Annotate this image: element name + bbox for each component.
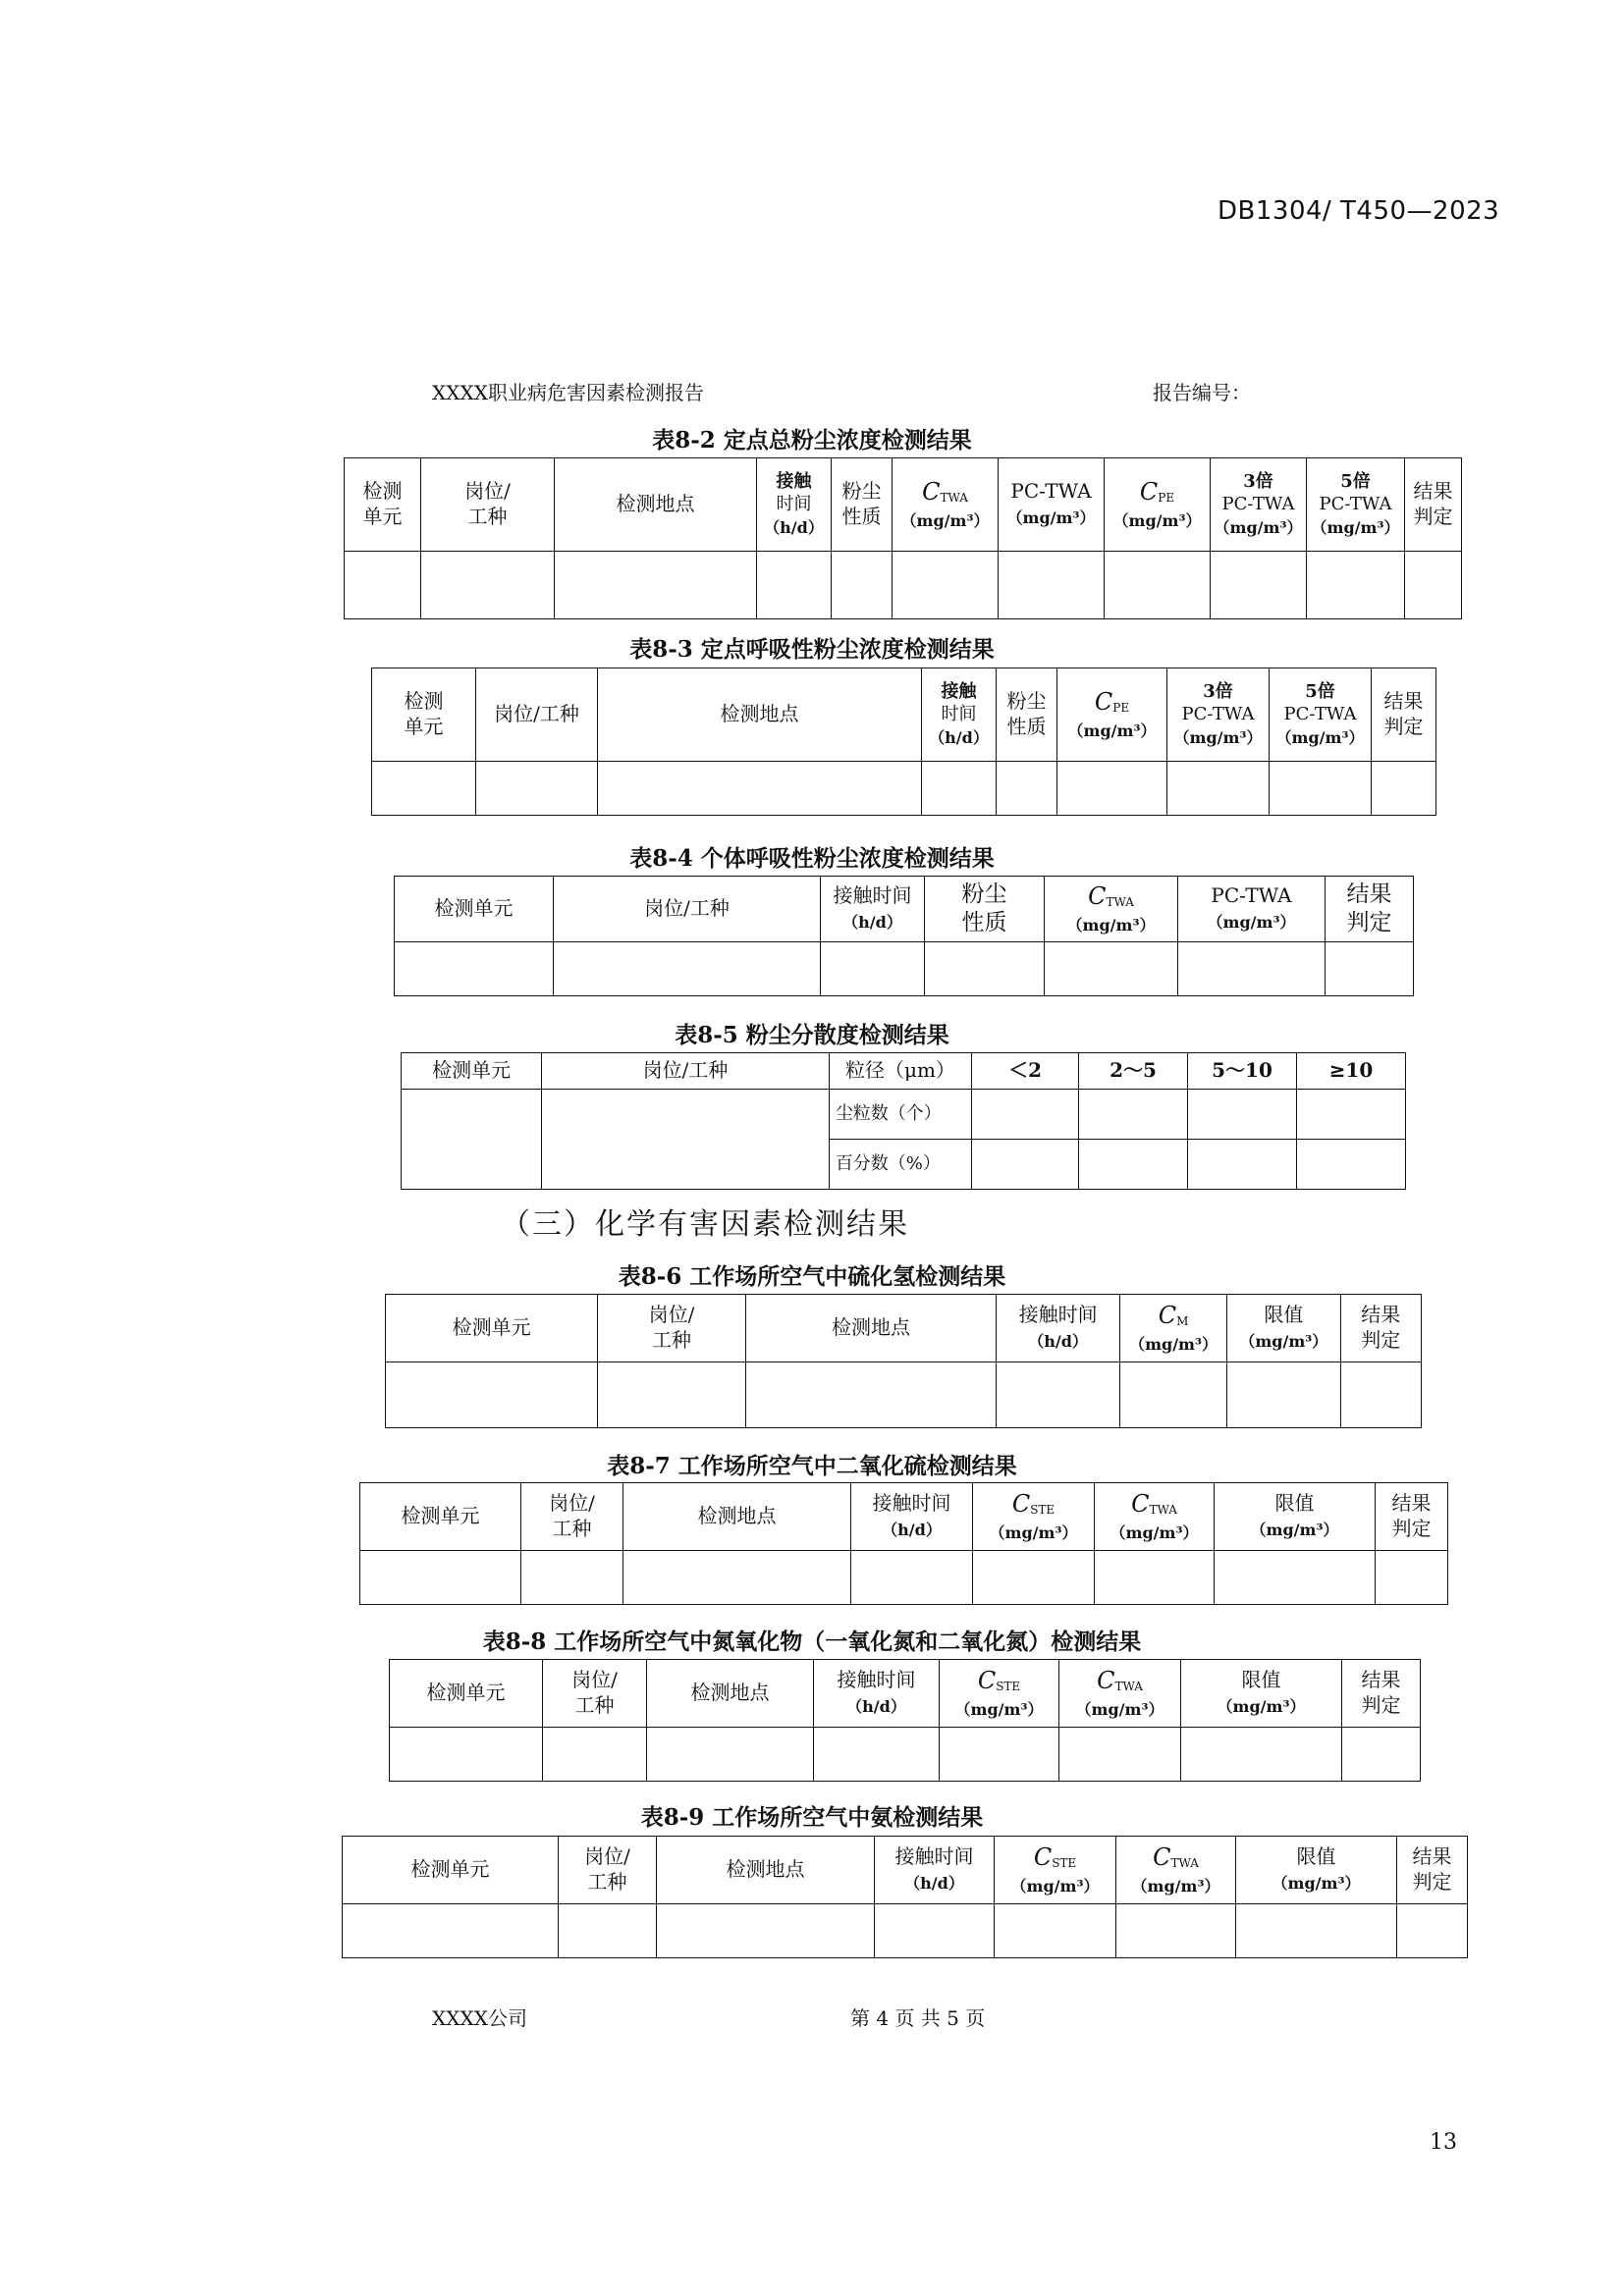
cell[interactable]	[542, 1090, 830, 1190]
cell[interactable]	[559, 1904, 657, 1958]
col-site: 检测地点	[647, 1660, 814, 1728]
cell[interactable]	[745, 1362, 997, 1428]
table-header-row	[386, 1295, 1422, 1362]
standard-code: DB1304/ T450—2023	[1218, 196, 1500, 226]
table-8-9-title: 表8-9 工作场所空气中氨检测结果	[640, 1804, 984, 1831]
cell[interactable]	[1296, 1140, 1405, 1190]
cell[interactable]	[554, 942, 821, 996]
col-exposure: 接触时间 （h/d）	[997, 1295, 1120, 1362]
cell[interactable]	[973, 1551, 1095, 1605]
table-row	[343, 1904, 1468, 1958]
cell[interactable]	[1215, 1551, 1376, 1605]
col-dust-nature: 粉尘 性质	[832, 458, 893, 552]
col-cste: CSTE （mg/m³）	[973, 1483, 1095, 1551]
cell[interactable]	[972, 1090, 1079, 1140]
col-exposure: 接触时间 （h/d）	[821, 877, 925, 942]
cell[interactable]	[543, 1728, 647, 1782]
cell[interactable]	[1188, 1090, 1297, 1140]
col-ctwa: CTWA （mg/m³）	[1116, 1837, 1236, 1904]
cell[interactable]	[1188, 1140, 1297, 1190]
col-unit: 检测单元	[360, 1483, 521, 1551]
col-result: 结果 判定	[1326, 877, 1414, 942]
cell[interactable]	[421, 552, 555, 619]
bin-2-5: 2～5	[1079, 1053, 1188, 1090]
particle-count-label: 尘粒数（个）	[829, 1090, 971, 1140]
cell[interactable]	[343, 1904, 559, 1958]
cell[interactable]	[1326, 942, 1414, 996]
table-8-4	[394, 876, 1414, 996]
table-header-row	[395, 877, 1414, 942]
cell[interactable]	[832, 552, 893, 619]
col-dust-nature: 粉尘 性质	[997, 668, 1057, 762]
bin-lt2: ＜2	[972, 1053, 1079, 1090]
col-unit: 检测 单元	[372, 668, 476, 762]
cell[interactable]	[1236, 1904, 1397, 1958]
col-result: 结果 判定	[1376, 1483, 1448, 1551]
cell[interactable]	[922, 762, 997, 816]
cell[interactable]	[995, 1904, 1116, 1958]
footer-page-info: 第 4 页 共 5 页	[850, 2006, 986, 2030]
col-cste: CSTE （mg/m³）	[940, 1660, 1059, 1728]
col-result: 结果 判定	[1397, 1837, 1468, 1904]
cell[interactable]	[1307, 552, 1405, 619]
table-8-7-title: 表8-7 工作场所空气中二氧化硫检测结果	[607, 1453, 1017, 1479]
table-8-6	[385, 1294, 1422, 1428]
col-ctwa: CTWA （mg/m³）	[893, 458, 999, 552]
bin-ge10: ≥10	[1296, 1053, 1405, 1090]
cell[interactable]	[925, 942, 1045, 996]
cell[interactable]	[1181, 1728, 1342, 1782]
cell[interactable]	[598, 1362, 745, 1428]
table-header-row	[360, 1483, 1448, 1551]
table-8-4-title: 表8-4 个体呼吸性粉尘浓度检测结果	[629, 845, 995, 872]
page-number: 13	[1430, 2130, 1457, 2155]
col-limit: 限值 （mg/m³）	[1181, 1660, 1342, 1728]
col-unit: 检测 单元	[345, 458, 421, 552]
col-post: 岗位/ 工种	[559, 1837, 657, 1904]
cell[interactable]	[1405, 552, 1462, 619]
cell[interactable]	[1178, 942, 1326, 996]
col-pc-twa: PC-TWA （mg/m³）	[1178, 877, 1326, 942]
cell[interactable]	[997, 762, 1057, 816]
table-row	[372, 762, 1436, 816]
table-row	[345, 552, 1462, 619]
cell[interactable]	[972, 1140, 1079, 1190]
col-cste: CSTE （mg/m³）	[995, 1837, 1116, 1904]
cell[interactable]	[1211, 552, 1307, 619]
cell[interactable]	[1059, 1728, 1181, 1782]
report-number-label: 报告编号：	[1153, 381, 1251, 404]
cell[interactable]	[1376, 1551, 1448, 1605]
col-unit: 检测单元	[395, 877, 554, 942]
bin-5-10: 5～10	[1188, 1053, 1297, 1090]
cell[interactable]	[1397, 1904, 1468, 1958]
table-8-8	[389, 1659, 1421, 1782]
cell[interactable]	[1296, 1090, 1405, 1140]
table-row	[402, 1090, 1406, 1140]
col-result: 结果 判定	[1405, 458, 1462, 552]
cell[interactable]	[814, 1728, 940, 1782]
cell[interactable]	[1119, 1362, 1226, 1428]
col-5x-pctwa: 5倍 PC-TWA （mg/m³）	[1307, 458, 1405, 552]
cell[interactable]	[386, 1362, 598, 1428]
col-cpe: CPE （mg/m³）	[1105, 458, 1211, 552]
col-pc-twa: PC-TWA （mg/m³）	[999, 458, 1105, 552]
col-post: 岗位/ 工种	[598, 1295, 745, 1362]
cell[interactable]	[1105, 552, 1211, 619]
cell[interactable]	[1116, 1904, 1236, 1958]
table-8-8-title: 表8-8 工作场所空气中氮氧化物（一氧化氮和二氧化氮）检测结果	[482, 1629, 1142, 1655]
col-post: 岗位/ 工种	[421, 458, 555, 552]
table-row	[390, 1728, 1421, 1782]
col-post: 岗位/工种	[476, 668, 598, 762]
col-5x-pctwa: 5倍 PC-TWA （mg/m³）	[1270, 668, 1372, 762]
table-row	[386, 1362, 1422, 1428]
table-row	[360, 1551, 1448, 1605]
table-8-2-title: 表8-2 定点总粉尘浓度检测结果	[652, 427, 972, 454]
col-particle-size: 粒径（μm）	[829, 1053, 971, 1090]
cell[interactable]	[657, 1904, 875, 1958]
cell[interactable]	[940, 1728, 1059, 1782]
col-unit: 检测单元	[343, 1837, 559, 1904]
col-result: 结果 判定	[1342, 1660, 1421, 1728]
col-exposure: 接触时间 （h/d）	[875, 1837, 995, 1904]
col-limit: 限值 （mg/m³）	[1215, 1483, 1376, 1551]
report-title: XXXX职业病危害因素检测报告	[432, 381, 704, 404]
table-8-3-title: 表8-3 定点呼吸性粉尘浓度检测结果	[629, 636, 995, 663]
col-cpe: CPE （mg/m³）	[1057, 668, 1167, 762]
cell[interactable]	[1167, 762, 1270, 816]
col-unit: 检测单元	[386, 1295, 598, 1362]
cell[interactable]	[647, 1728, 814, 1782]
cell[interactable]	[372, 762, 476, 816]
col-post: 岗位/工种	[554, 877, 821, 942]
col-exposure: 接触时间 （h/d）	[851, 1483, 973, 1551]
col-exposure: 接触 时间 （h/d）	[757, 458, 832, 552]
cell[interactable]	[1079, 1090, 1188, 1140]
col-result: 结果 判定	[1340, 1295, 1421, 1362]
table-8-5	[401, 1052, 1406, 1190]
col-site: 检测地点	[657, 1837, 875, 1904]
col-3x-pctwa: 3倍 PC-TWA （mg/m³）	[1167, 668, 1270, 762]
table-header-row	[345, 458, 1462, 552]
cell[interactable]	[1057, 762, 1167, 816]
cell[interactable]	[999, 552, 1105, 619]
col-post: 岗位/工种	[542, 1053, 830, 1090]
cell[interactable]	[997, 1362, 1120, 1428]
cell[interactable]	[851, 1551, 973, 1605]
col-post: 岗位/ 工种	[521, 1483, 623, 1551]
cell[interactable]	[555, 552, 757, 619]
col-ctwa: CTWA （mg/m³）	[1059, 1660, 1181, 1728]
table-header-row	[402, 1053, 1406, 1090]
col-limit: 限值 （mg/m³）	[1227, 1295, 1340, 1362]
table-8-2	[344, 457, 1462, 619]
col-limit: 限值 （mg/m³）	[1236, 1837, 1397, 1904]
cell[interactable]	[757, 552, 832, 619]
col-dust-nature: 粉尘 性质	[925, 877, 1045, 942]
col-site: 检测地点	[598, 668, 922, 762]
col-exposure: 接触 时间 （h/d）	[922, 668, 997, 762]
cell[interactable]	[1227, 1362, 1340, 1428]
col-unit: 检测单元	[390, 1660, 543, 1728]
col-cm: CM （mg/m³）	[1119, 1295, 1226, 1362]
table-8-9	[342, 1836, 1468, 1958]
table-8-6-title: 表8-6 工作场所空气中硫化氢检测结果	[618, 1263, 1006, 1290]
cell[interactable]	[1045, 942, 1178, 996]
table-8-7	[359, 1482, 1448, 1605]
col-site: 检测地点	[555, 458, 757, 552]
cell[interactable]	[1372, 762, 1436, 816]
col-unit: 检测单元	[402, 1053, 542, 1090]
cell[interactable]	[1342, 1728, 1421, 1782]
section-heading-chemical: （三）化学有害因素检测结果	[501, 1207, 909, 1242]
table-8-3	[371, 667, 1436, 816]
table-8-5-title: 表8-5 粉尘分散度检测结果	[675, 1022, 949, 1048]
col-post: 岗位/ 工种	[543, 1660, 647, 1728]
table-header-row	[343, 1837, 1468, 1904]
cell[interactable]	[1079, 1140, 1188, 1190]
cell[interactable]	[360, 1551, 521, 1605]
cell[interactable]	[521, 1551, 623, 1605]
table-header-row	[372, 668, 1436, 762]
cell[interactable]	[476, 762, 598, 816]
cell[interactable]	[390, 1728, 543, 1782]
col-ctwa: CTWA （mg/m³）	[1095, 1483, 1215, 1551]
col-ctwa: CTWA （mg/m³）	[1045, 877, 1178, 942]
footer-company: XXXX公司	[432, 2006, 527, 2030]
cell[interactable]	[821, 942, 925, 996]
col-site: 检测地点	[745, 1295, 997, 1362]
cell[interactable]	[1095, 1551, 1215, 1605]
cell[interactable]	[875, 1904, 995, 1958]
cell[interactable]	[1340, 1362, 1421, 1428]
percentage-label: 百分数（%）	[829, 1140, 971, 1190]
cell[interactable]	[1270, 762, 1372, 816]
table-row	[395, 942, 1414, 996]
table-header-row	[390, 1660, 1421, 1728]
cell[interactable]	[395, 942, 554, 996]
cell[interactable]	[598, 762, 922, 816]
col-result: 结果 判定	[1372, 668, 1436, 762]
col-3x-pctwa: 3倍 PC-TWA （mg/m³）	[1211, 458, 1307, 552]
cell[interactable]	[402, 1090, 542, 1190]
cell[interactable]	[893, 552, 999, 619]
col-site: 检测地点	[623, 1483, 851, 1551]
cell[interactable]	[623, 1551, 851, 1605]
col-exposure: 接触时间 （h/d）	[814, 1660, 940, 1728]
cell[interactable]	[345, 552, 421, 619]
